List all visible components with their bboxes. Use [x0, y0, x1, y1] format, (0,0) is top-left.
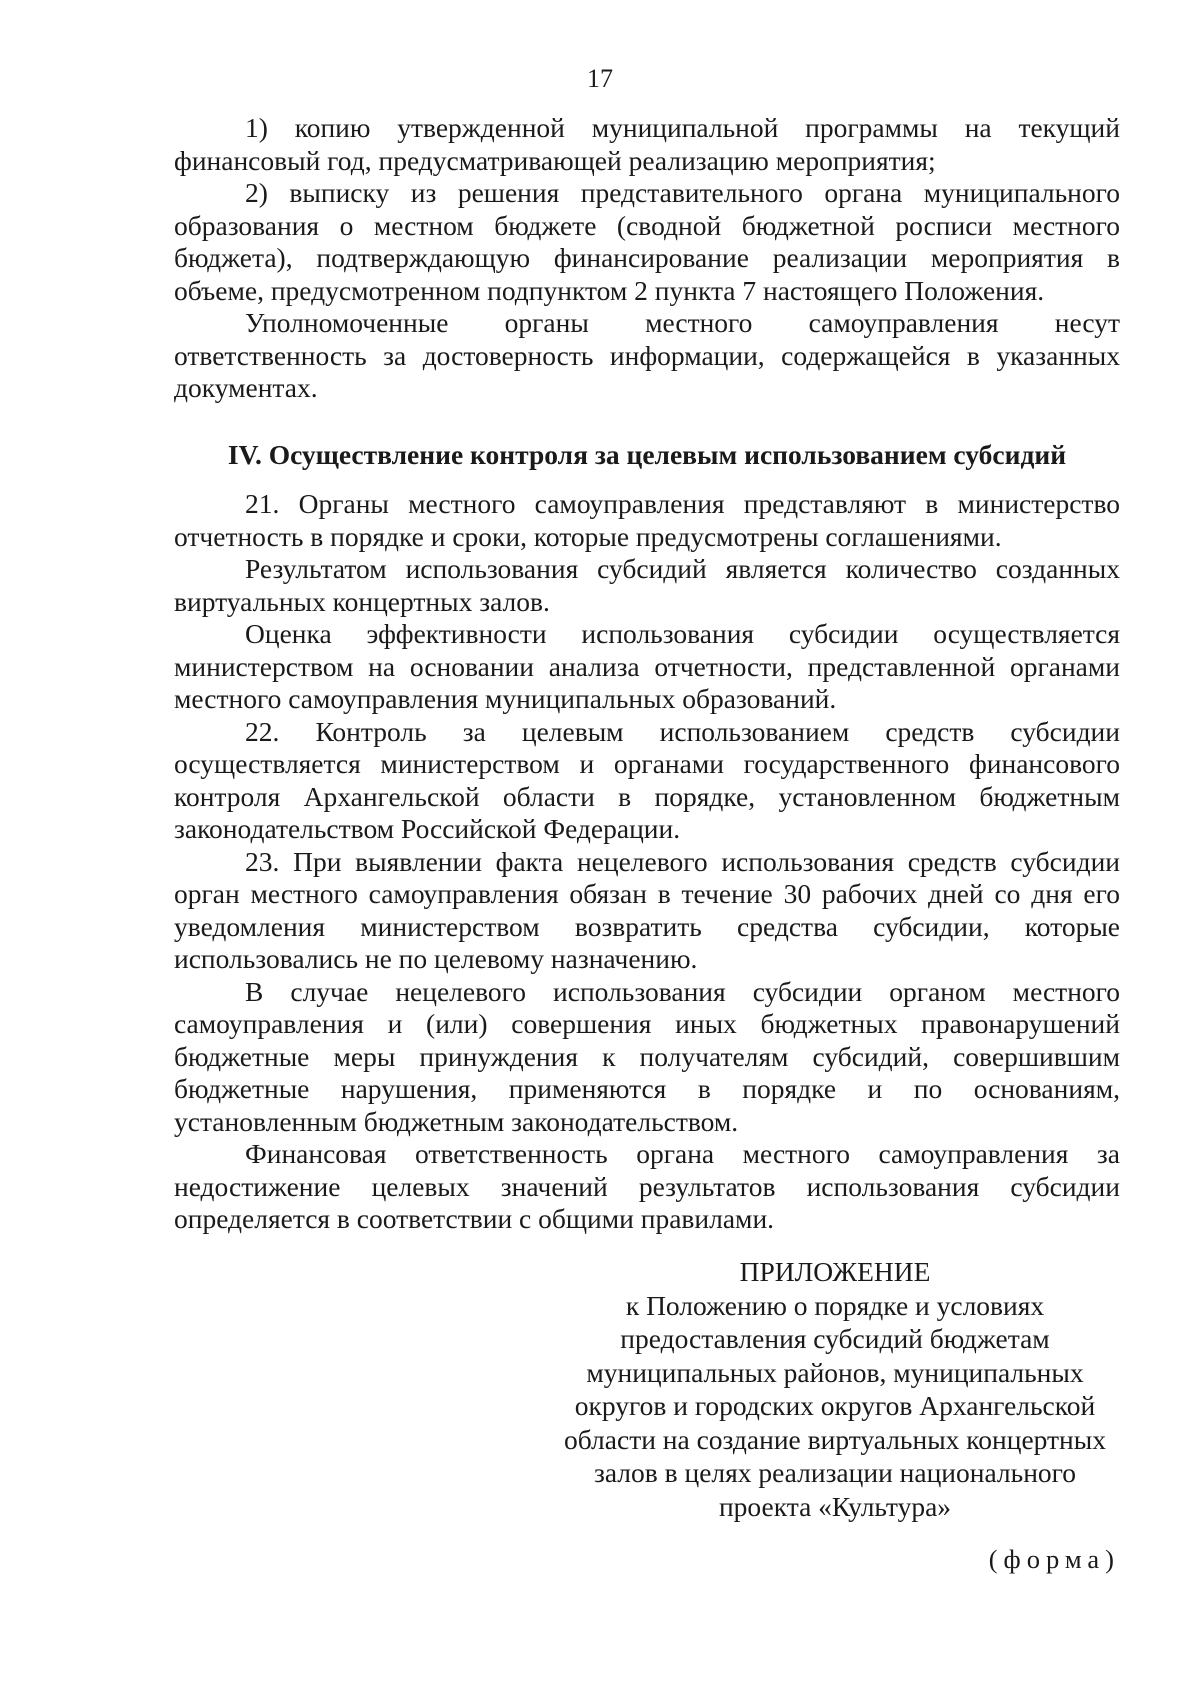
- page-number: 17: [587, 64, 613, 93]
- paragraph-financial-responsibility: Финансовая ответственность органа местного самоуправления за недостижение целевых значений результатов использования субсидии определяется в соответствии с общими правилами.: [174, 1138, 1120, 1234]
- form-mark: (форма): [988, 1544, 1120, 1574]
- paragraph-22: 22. Контроль за целевым использованием средств субсидии осуществляется министерством и органами государственного финансового контроля Архангельской области в порядке, установленном бюджетным законодательством Российской Федерации.: [174, 715, 1120, 844]
- appendix-block: [545, 1255, 1125, 1523]
- paragraph-21: 21. Органы местного самоуправления представляют в министерство отчетность в порядке и сроки, которые предусмотрены соглашениями.: [174, 488, 1120, 552]
- paragraph-evaluation: Оценка эффективности использования субсидии осуществляется министерством на основании анализа отчетности, представленной органами местного самоуправления муниципальных образований.: [174, 618, 1120, 714]
- paragraph-item-2: 2) выписку из решения представительного органа муниципального образования о местном бюджете (сводной бюджетной росписи местного бюджета), подтверждающую финансирование реализации мероприятия в объеме, предусмотренном подпунктом 2 пункта 7 настоящего Положения.: [174, 177, 1120, 306]
- paragraph-result: Результатом использования субсидий является количество созданных виртуальных концертных залов.: [174, 553, 1120, 617]
- paragraph-23: 23. При выявлении факта нецелевого использования средств субсидии орган местного самоуправления обязан в течение 30 рабочих дней со дня его уведомления министерством возвратить средства субсидии, которые использовались не по целевому назначению.: [174, 845, 1120, 974]
- appendix-text: к Положению о порядке и условиях предоставления субсидий бюджетам муниципальных районов, муниципальных округов и городских округов Архангельской области на создание виртуальных концертных залов в целях реализации национального проекта «Культура»: [564, 1289, 1106, 1522]
- paragraph-misuse: В случае нецелевого использования субсидии органом местного самоуправления и (или) совершения иных бюджетных правонарушений бюджетные меры принуждения к получателям субсидий, совершившим бюджетные нарушения, применяются в порядке и по основаниям, установленным бюджетным законодательством.: [174, 975, 1120, 1137]
- paragraph-responsibility: Уполномоченные органы местного самоуправления несут ответственность за достоверность информации, содержащейся в указанных документах.: [174, 307, 1120, 403]
- section-heading: IV. Осуществление контроля за целевым использованием субсидий: [227, 438, 1067, 470]
- document-body: [174, 112, 1120, 1236]
- appendix-title: ПРИЛОЖЕНИЕ: [739, 1256, 931, 1287]
- paragraph-item-1: 1) копию утвержденной муниципальной программы на текущий финансовый год, предусматривающей реализацию мероприятия;: [174, 112, 1120, 176]
